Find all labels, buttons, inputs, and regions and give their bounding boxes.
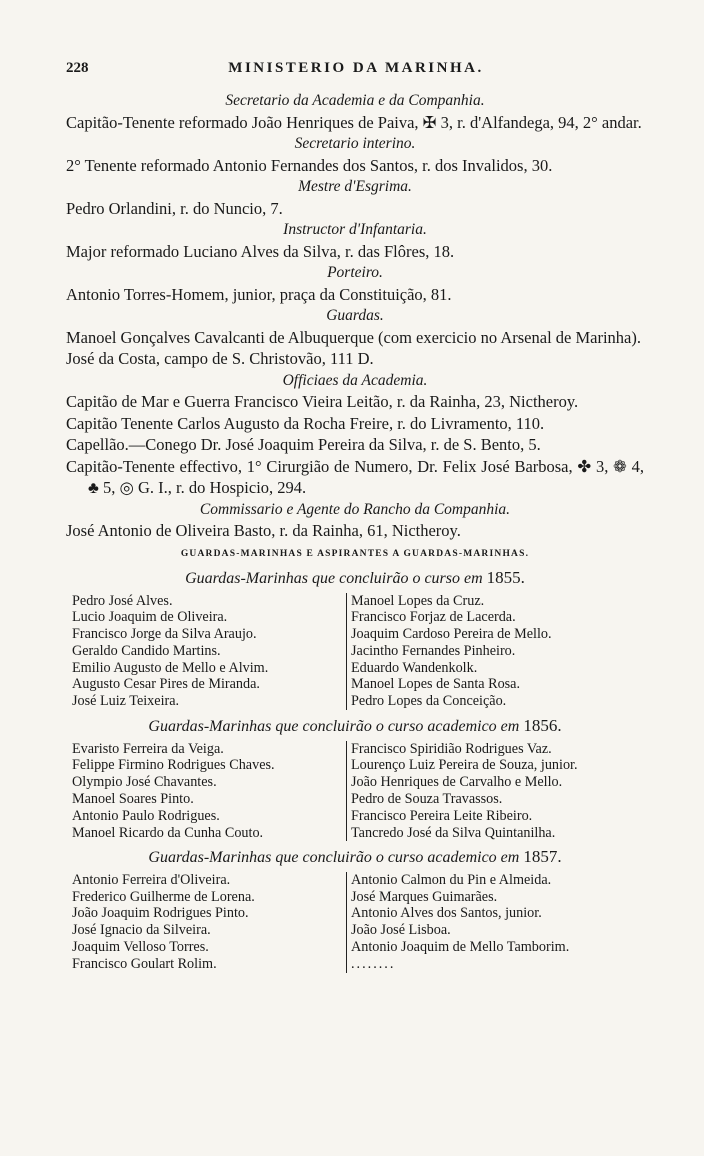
list-item: Manoel Soares Pinto. [72,790,194,807]
staff-block [66,305,644,370]
list-item: Olympio José Chavantes. [72,774,217,791]
list-item: José Luiz Teixeira. [72,693,180,710]
gm-year: 1855. [486,568,525,587]
page-header [66,60,646,84]
section-title: Commissario e Agente do Rancho da Companhia. [199,500,511,518]
entry: Manoel Gonçalves Cavalcanti de Albuquerque (com exercicio no Arsenal de Marinha). [66,327,642,347]
list-item: Francisco Spiridião Rodrigues Vaz. [351,740,552,757]
section-title: Secretario da Academia e da Companhia. [225,92,485,109]
list-item: Lourenço Luiz Pereira de Souza, junior. [351,757,578,774]
gm-title-text: Guardas-Marinhas que concluirão o curso academico em [148,849,520,867]
left-column [66,741,346,842]
page-body [66,90,644,978]
list-item: José Marques Guimarães. [351,888,498,905]
name-columns [66,741,644,842]
gm-group-title [66,567,644,590]
section-caps-heading: GUARDAS-MARINHAS E ASPIRANTES A GUARDAS-MARINHAS. [180,548,530,559]
list-item: João Joaquim Rodrigues Pinto. [72,905,249,922]
left-column [66,593,346,711]
gm-group-1855 [66,567,644,710]
section-title: Instructor d'Infantaria. [283,221,427,238]
staff-block [66,499,644,542]
entry: Capitão-Tenente reformado João Henriques de Paiva, ✠ 3, r. d'Alfandega, 94, 2° andar. [66,112,642,132]
list-item: Pedro Lopes da Conceição. [351,693,507,710]
section-title: Officiaes da Academia. [282,371,428,389]
entry: José da Costa, campo de S. Christovão, 111 D. [66,349,374,368]
section-title: Mestre d'Esgrima. [298,178,412,195]
list-item: Pedro de Souza Travassos. [351,790,503,807]
list-item: Lucio Joaquim de Oliveira. [72,609,228,626]
staff-block [66,133,644,176]
gm-title-text: Guardas-Marinhas que concluirão o curso academico em [148,718,520,736]
section-title: Porteiro. [327,264,383,281]
list-item: Manoel Lopes de Santa Rosa. [351,676,521,693]
staff-block [66,219,644,262]
entry: Major reformado Luciano Alves da Silva, r. das Flôres, 18. [66,241,455,261]
page-number: 228 [66,60,89,76]
entry: Capellão.—Conego Dr. José Joaquim Pereira da Silva, r. de S. Bento, 5. [66,435,541,454]
list-item: Pedro José Alves. [72,592,173,609]
entry: Pedro Orlandini, r. do Nuncio, 7. [66,198,283,218]
list-item: Joaquim Velloso Torres. [72,939,209,956]
running-head: MINISTERIO DA MARINHA. [228,60,484,76]
list-item: Jacintho Fernandes Pinheiro. [351,642,516,659]
list-item: Joaquim Cardoso Pereira de Mello. [351,626,552,643]
section-title: Secretario interino. [294,135,416,152]
list-item: Antonio Joaquim de Mello Tamborim. [351,939,570,956]
list-item: Felippe Firmino Rodrigues Chaves. [72,757,275,774]
list-item: Manoel Ricardo da Cunha Couto. [72,824,264,841]
list-item: Francisco Forjaz de Lacerda. [351,609,516,626]
right-column [346,741,644,842]
gm-year: 1856. [523,716,562,736]
section-title: Guardas. [326,307,384,324]
entry: José Antonio de Oliveira Basto, r. da Rainha, 61, Nictheroy. [66,521,461,540]
gm-year: 1857. [523,847,562,867]
list-item: Antonio Alves dos Santos, junior. [351,905,542,922]
gm-group-title [66,715,644,738]
gm-group-title [66,846,644,869]
name-columns [66,593,644,711]
list-item: Antonio Ferreira d'Oliveira. [72,871,231,888]
staff-block [66,262,644,305]
gm-group-1857 [66,846,644,972]
list-item: Manoel Lopes da Cruz. [351,592,485,609]
entry: 2° Tenente reformado Antonio Fernandes dos Santos, r. dos Invalidos, 30. [66,155,553,175]
entry: Capitão-Tenente effectivo, 1° Cirurgião de Numero, Dr. Felix José Barbosa, ✤ 3, ❁ 4, ♣ 5, ◎ G. I., r. do Hospicio, 294. [66,456,644,497]
list-item: João José Lisboa. [351,922,451,939]
list-item: Geraldo Candido Martins. [72,642,221,659]
list-item: Francisco Jorge da Silva Araujo. [72,626,257,643]
staff-block [66,176,644,219]
list-item: Tancredo José da Silva Quintanilha. [351,824,556,841]
list-item: Evaristo Ferreira da Veiga. [72,740,224,757]
list-item: João Henriques de Carvalho e Mello. [351,774,563,791]
entry: Capitão de Mar e Guerra Francisco Vieira Leitão, r. da Rainha, 23, Nictheroy. [66,392,579,411]
staff-block [66,90,644,133]
gm-group-1856 [66,715,644,841]
gm-title-text: Guardas-Marinhas que concluirão o curso em [185,570,483,587]
list-item: Augusto Cesar Pires de Miranda. [72,676,260,693]
list-item: Francisco Goulart Rolim. [72,955,217,972]
list-item: Frederico Guilherme de Lorena. [72,888,255,905]
entry: Antonio Torres-Homem, junior, praça da Constituição, 81. [66,284,452,304]
name-columns [66,872,644,973]
list-item: Antonio Calmon du Pin e Almeida. [351,871,552,888]
right-column [346,593,644,711]
list-item: Eduardo Wandenkolk. [351,659,478,676]
list-item: José Ignacio da Silveira. [72,922,211,939]
trailing-dots: ........ [351,955,396,972]
list-item: Emilio Augusto de Mello e Alvim. [72,659,269,676]
list-item: Francisco Pereira Leite Ribeiro. [351,807,533,824]
right-column [346,872,644,973]
left-column [66,872,346,973]
staff-block [66,370,644,499]
list-item: Antonio Paulo Rodrigues. [72,807,220,824]
entry: Capitão Tenente Carlos Augusto da Rocha Freire, r. do Livramento, 110. [66,413,545,433]
